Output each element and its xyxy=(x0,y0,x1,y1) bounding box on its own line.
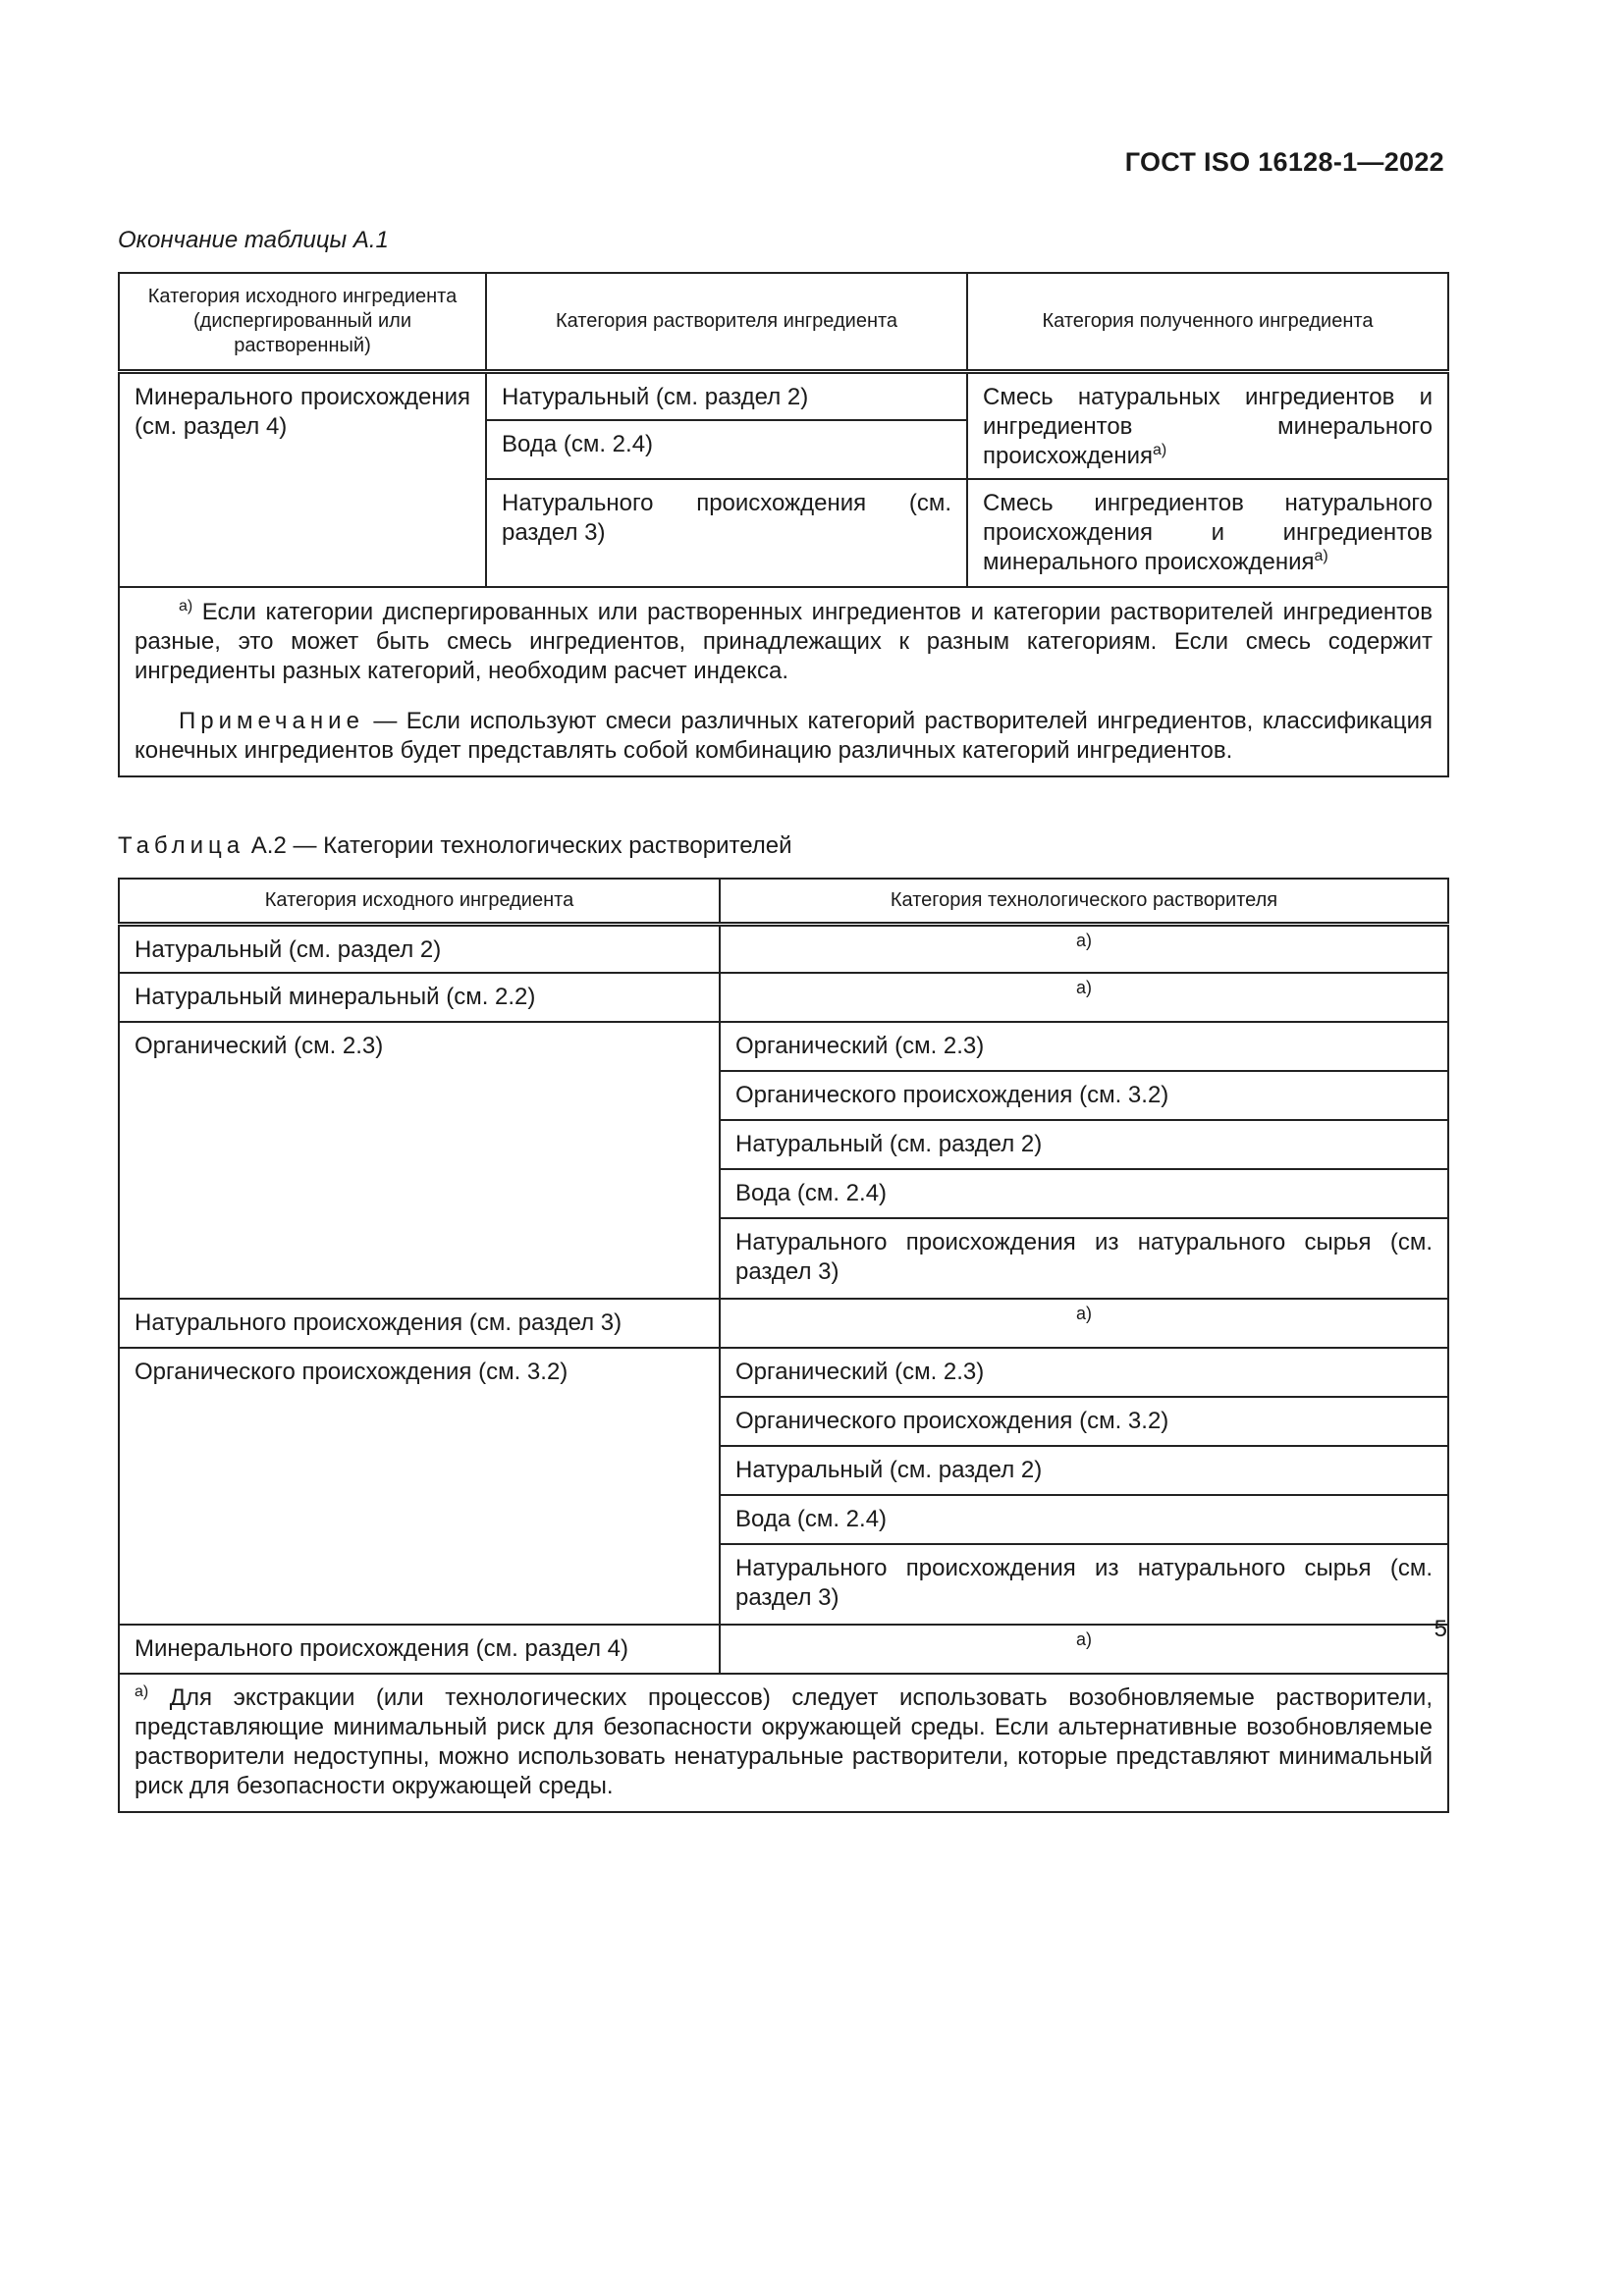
table-row xyxy=(119,924,1448,973)
source-category: Органический (см. 2.3) xyxy=(119,1022,720,1299)
footnote-mark: а) xyxy=(179,598,193,614)
table-footnote xyxy=(119,1674,1448,1812)
table-header-row xyxy=(119,273,1448,371)
solvent-footnote-ref: а) xyxy=(720,924,1448,973)
solvent-category: Натуральный (см. раздел 2) xyxy=(720,1446,1448,1495)
solvent-category: Вода (см. 2.4) xyxy=(486,420,967,479)
table-footnote xyxy=(119,587,1448,776)
solvent-category: Органический (см. 2.3) xyxy=(720,1348,1448,1397)
column-header: Категория полученного ингредиента xyxy=(967,273,1448,371)
solvent-category: Натурального происхождения из натурального сырья (см. раздел 3) xyxy=(720,1218,1448,1299)
table-a2 xyxy=(118,878,1449,1813)
table2-caption-label: Таблица xyxy=(118,832,245,859)
table-row xyxy=(119,1299,1448,1348)
table-footnote-row xyxy=(119,587,1448,776)
solvent-category: Натуральный (см. раздел 2) xyxy=(486,371,967,420)
solvent-footnote-ref: а) xyxy=(720,973,1448,1022)
column-header: Категория исходного ингредиента (диспергированный или растворенный) xyxy=(119,273,486,371)
result-category: Смесь ингредиентов натурального происхождения и ингредиентов минерального происхождения$^{а)}$ xyxy=(967,479,1448,587)
table-row xyxy=(119,1625,1448,1674)
solvent-category: Натуральный (см. раздел 2) xyxy=(720,1120,1448,1169)
solvent-category: Вода (см. 2.4) xyxy=(720,1169,1448,1218)
table2-caption xyxy=(118,832,792,860)
solvent-footnote-ref: а) xyxy=(720,1299,1448,1348)
solvent-category: Органического происхождения (см. 3.2) xyxy=(720,1071,1448,1120)
solvent-category: Органический (см. 2.3) xyxy=(720,1022,1448,1071)
table-row xyxy=(119,973,1448,1022)
table2-caption-text: А.2 — Категории технологических растворителей xyxy=(250,832,792,859)
footnote-mark: а) xyxy=(135,1683,149,1700)
note-label: Примечание xyxy=(179,708,364,734)
solvent-category: Вода (см. 2.4) xyxy=(720,1495,1448,1544)
table1-caption: Окончание таблицы А.1 xyxy=(118,227,389,253)
table-footnote-row xyxy=(119,1674,1448,1812)
solvent-category: Натурального происхождения (см. раздел 3) xyxy=(486,479,967,587)
source-category: Органического происхождения (см. 3.2) xyxy=(119,1348,720,1625)
column-header: Категория растворителя ингредиента xyxy=(486,273,967,371)
footnote-text: Если категории диспергированных или растворенных ингредиентов и категории растворителей ингредиентов разные, это может быть смесь ингредиентов, принадлежащих к разным категориям. Если смесь содержит ингредиенты разных категорий, необходим расчет индекса. xyxy=(135,599,1433,684)
source-category: Натуральный (см. раздел 2) xyxy=(119,924,720,973)
result-category: Смесь натуральных ингредиентов и ингредиентов минерального происхождения$^{а)}$ xyxy=(967,371,1448,479)
footnote-text: Для экстракции (или технологических процессов) следует использовать возобновляемые растворители, представляющие минимальный риск для безопасности окружающей среды. Если альтернативные возобновляемые растворители недоступны, можно использовать ненатуральные растворители, которые представляют минимальный риск для безопасности окружающей среды. xyxy=(135,1684,1434,1799)
footnote-ref: а) xyxy=(1152,441,1167,458)
note-text: — Если используют смеси различных категорий растворителей ингредиентов, классификация конечных ингредиентов будет представлять собой комбинацию различных категорий ингредиентов. xyxy=(135,708,1433,764)
source-category: Натуральный минеральный (см. 2.2) xyxy=(119,973,720,1022)
table-row xyxy=(119,371,1448,420)
table-row xyxy=(119,1022,1448,1071)
column-header: Категория исходного ингредиента xyxy=(119,879,720,924)
page-number: 5 xyxy=(1434,1616,1447,1642)
source-category: Натурального происхождения (см. раздел 3) xyxy=(119,1299,720,1348)
column-header: Категория технологического растворителя xyxy=(720,879,1448,924)
solvent-footnote-ref: а) xyxy=(720,1625,1448,1674)
table-header-row xyxy=(119,879,1448,924)
source-category: Минерального происхождения (см. раздел 4) xyxy=(119,371,486,587)
table-row xyxy=(119,1348,1448,1397)
table-a1-end xyxy=(118,272,1449,777)
document-id: ГОСТ ISO 16128-1—2022 xyxy=(1124,147,1444,177)
solvent-category: Натурального происхождения из натурального сырья (см. раздел 3) xyxy=(720,1544,1448,1625)
footnote-ref: а) xyxy=(1314,548,1328,564)
solvent-category: Органического происхождения (см. 3.2) xyxy=(720,1397,1448,1446)
source-category: Минерального происхождения (см. раздел 4) xyxy=(119,1625,720,1674)
